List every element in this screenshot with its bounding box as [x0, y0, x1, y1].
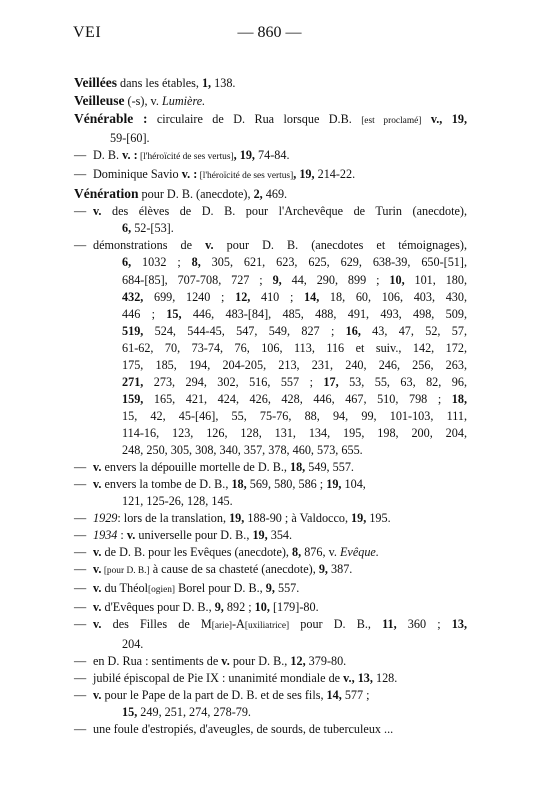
em-dash: —: [74, 148, 87, 163]
subentry: — une foule d'estropiés, d'aveugles, de sourds, de tuberculeux ...: [0, 721, 539, 738]
headword: Vénération: [74, 186, 139, 202]
em-dash: —: [74, 477, 87, 492]
subentry: — v. du Théol[ogien] Borel pour D. B., 9, 557.: [0, 580, 539, 599]
entry-venerable: Vénérable : circulaire de D. Rua lorsque D.B. [est proclamé] v., 19, 59-[60].: [74, 111, 467, 146]
headword: Veillées: [74, 75, 117, 90]
em-dash: —: [74, 581, 87, 596]
index-entries: [0, 74, 539, 738]
em-dash: —: [74, 687, 87, 702]
em-dash: —: [74, 600, 87, 615]
em-dash: —: [74, 204, 87, 219]
em-dash: —: [74, 545, 87, 560]
subentry: — v. d'Evêques pour D. B., 9, 892 ; 10, [179]-80.: [0, 599, 539, 616]
subentry-demonstrations: — démonstrations de v. pour D. B. (anecdotes et témoignages), 6, 1032 ; 8, 305, 621, 623, 625, 629, 638-39, 650-[51], 684-[85], 707-708, 727 ; 9, 44, 290, 899 ; 10, 101, 180, 432, 699, 1240 ; 12, 410 ; 14, 18, 60, 106, 403, 430, 446 ; 15, 446, 483-[84], 485, 488, 491, 493, 498, 509, 519, 524, 544-45, 547, 549, 827 ; 16, 43, 47, 52, 57, 61-62, 70, 73-74, 76, 106, 113, 116 et suiv., 142, 172, 175, 185, 194, 204-205, 213, 231, 240, 246, 256, 263, 271, 273, 294, 302, 516, 557 ; 17, 53, 55, 63, 82, 96, 159, 165, 421, 424, 426, 428, 446, 467, 510, 798 ; 18, 15, 42, 45-[46], 55, 75-76, 88, 94, 99, 101-103, 111, 114-16, 123, 126, 128, 131, 134, 195, 198, 200, 204, 248, 250, 305, 308, 340, 357, 378, 460, 573, 655.: [74, 238, 468, 457]
entry-veneration: Vénération pour D. B. (anecdote), 2, 469.: [74, 186, 288, 202]
subentry: — en D. Rua : sentiments de v. pour D. B., 12, 379-80.: [0, 653, 539, 670]
em-dash: —: [74, 460, 87, 475]
subentry: — 1934 : v. universelle pour D. B., 19, 354.: [0, 527, 539, 544]
headword: Vénérable :: [74, 111, 148, 127]
subentry: — v. pour le Pape de la part de D. B. et de ses fils, 14, 577 ; 15, 249, 251, 274, 278-79.: [74, 687, 370, 719]
subentry: — jubilé épiscopal de Pie IX : unanimité mondiale de v., 13, 128.: [0, 670, 539, 687]
running-head: VEI: [73, 24, 102, 41]
entry-veilleuse: Veilleuse (-s), v. Lumière.: [74, 93, 206, 109]
em-dash: —: [74, 511, 87, 526]
subentry: — Dominique Savio v. : [l'héroïcité de ses vertus], 19, 214-22.: [0, 166, 539, 185]
subentry: — v. de D. B. pour les Evêques (anecdote), 8, 876, v. Evêque.: [0, 544, 539, 561]
subentry: — v. envers la tombe de D. B., 18, 569, 580, 586 ; 19, 104, 121, 125-26, 128, 145.: [74, 477, 366, 509]
subentry: — 1929: lors de la translation, 19, 188-90 ; à Valdocco, 19, 195.: [0, 510, 539, 527]
subentry: — v. des élèves de D. B. pour l'Archevêque de Turin (anecdote), 6, 52-[53].: [74, 204, 467, 236]
headword: Veilleuse: [74, 93, 125, 109]
em-dash: —: [74, 562, 87, 577]
page-number: — 860 —: [237, 24, 302, 41]
em-dash: —: [74, 721, 87, 736]
subentry: — v. envers la dépouille mortelle de D. B., 18, 549, 557.: [0, 459, 539, 476]
em-dash: —: [74, 617, 87, 632]
em-dash: —: [74, 167, 87, 182]
em-dash: —: [74, 670, 87, 685]
entry-veillees: Veillées dans les étables, 1, 138.: [74, 75, 236, 90]
em-dash: —: [74, 238, 87, 253]
em-dash: —: [74, 653, 87, 668]
em-dash: —: [74, 528, 87, 543]
subentry: — v. [pour D. B.] à cause de sa chasteté (anecdote), 9, 387.: [0, 561, 539, 580]
subentry: — D. B. v. : [l'héroïcité de ses vertus], 19, 74-84.: [0, 147, 539, 166]
subentry: — v. des Filles de M[arie]-A[uxiliatrice] pour D. B., 11, 360 ; 13, 204.: [74, 617, 467, 651]
